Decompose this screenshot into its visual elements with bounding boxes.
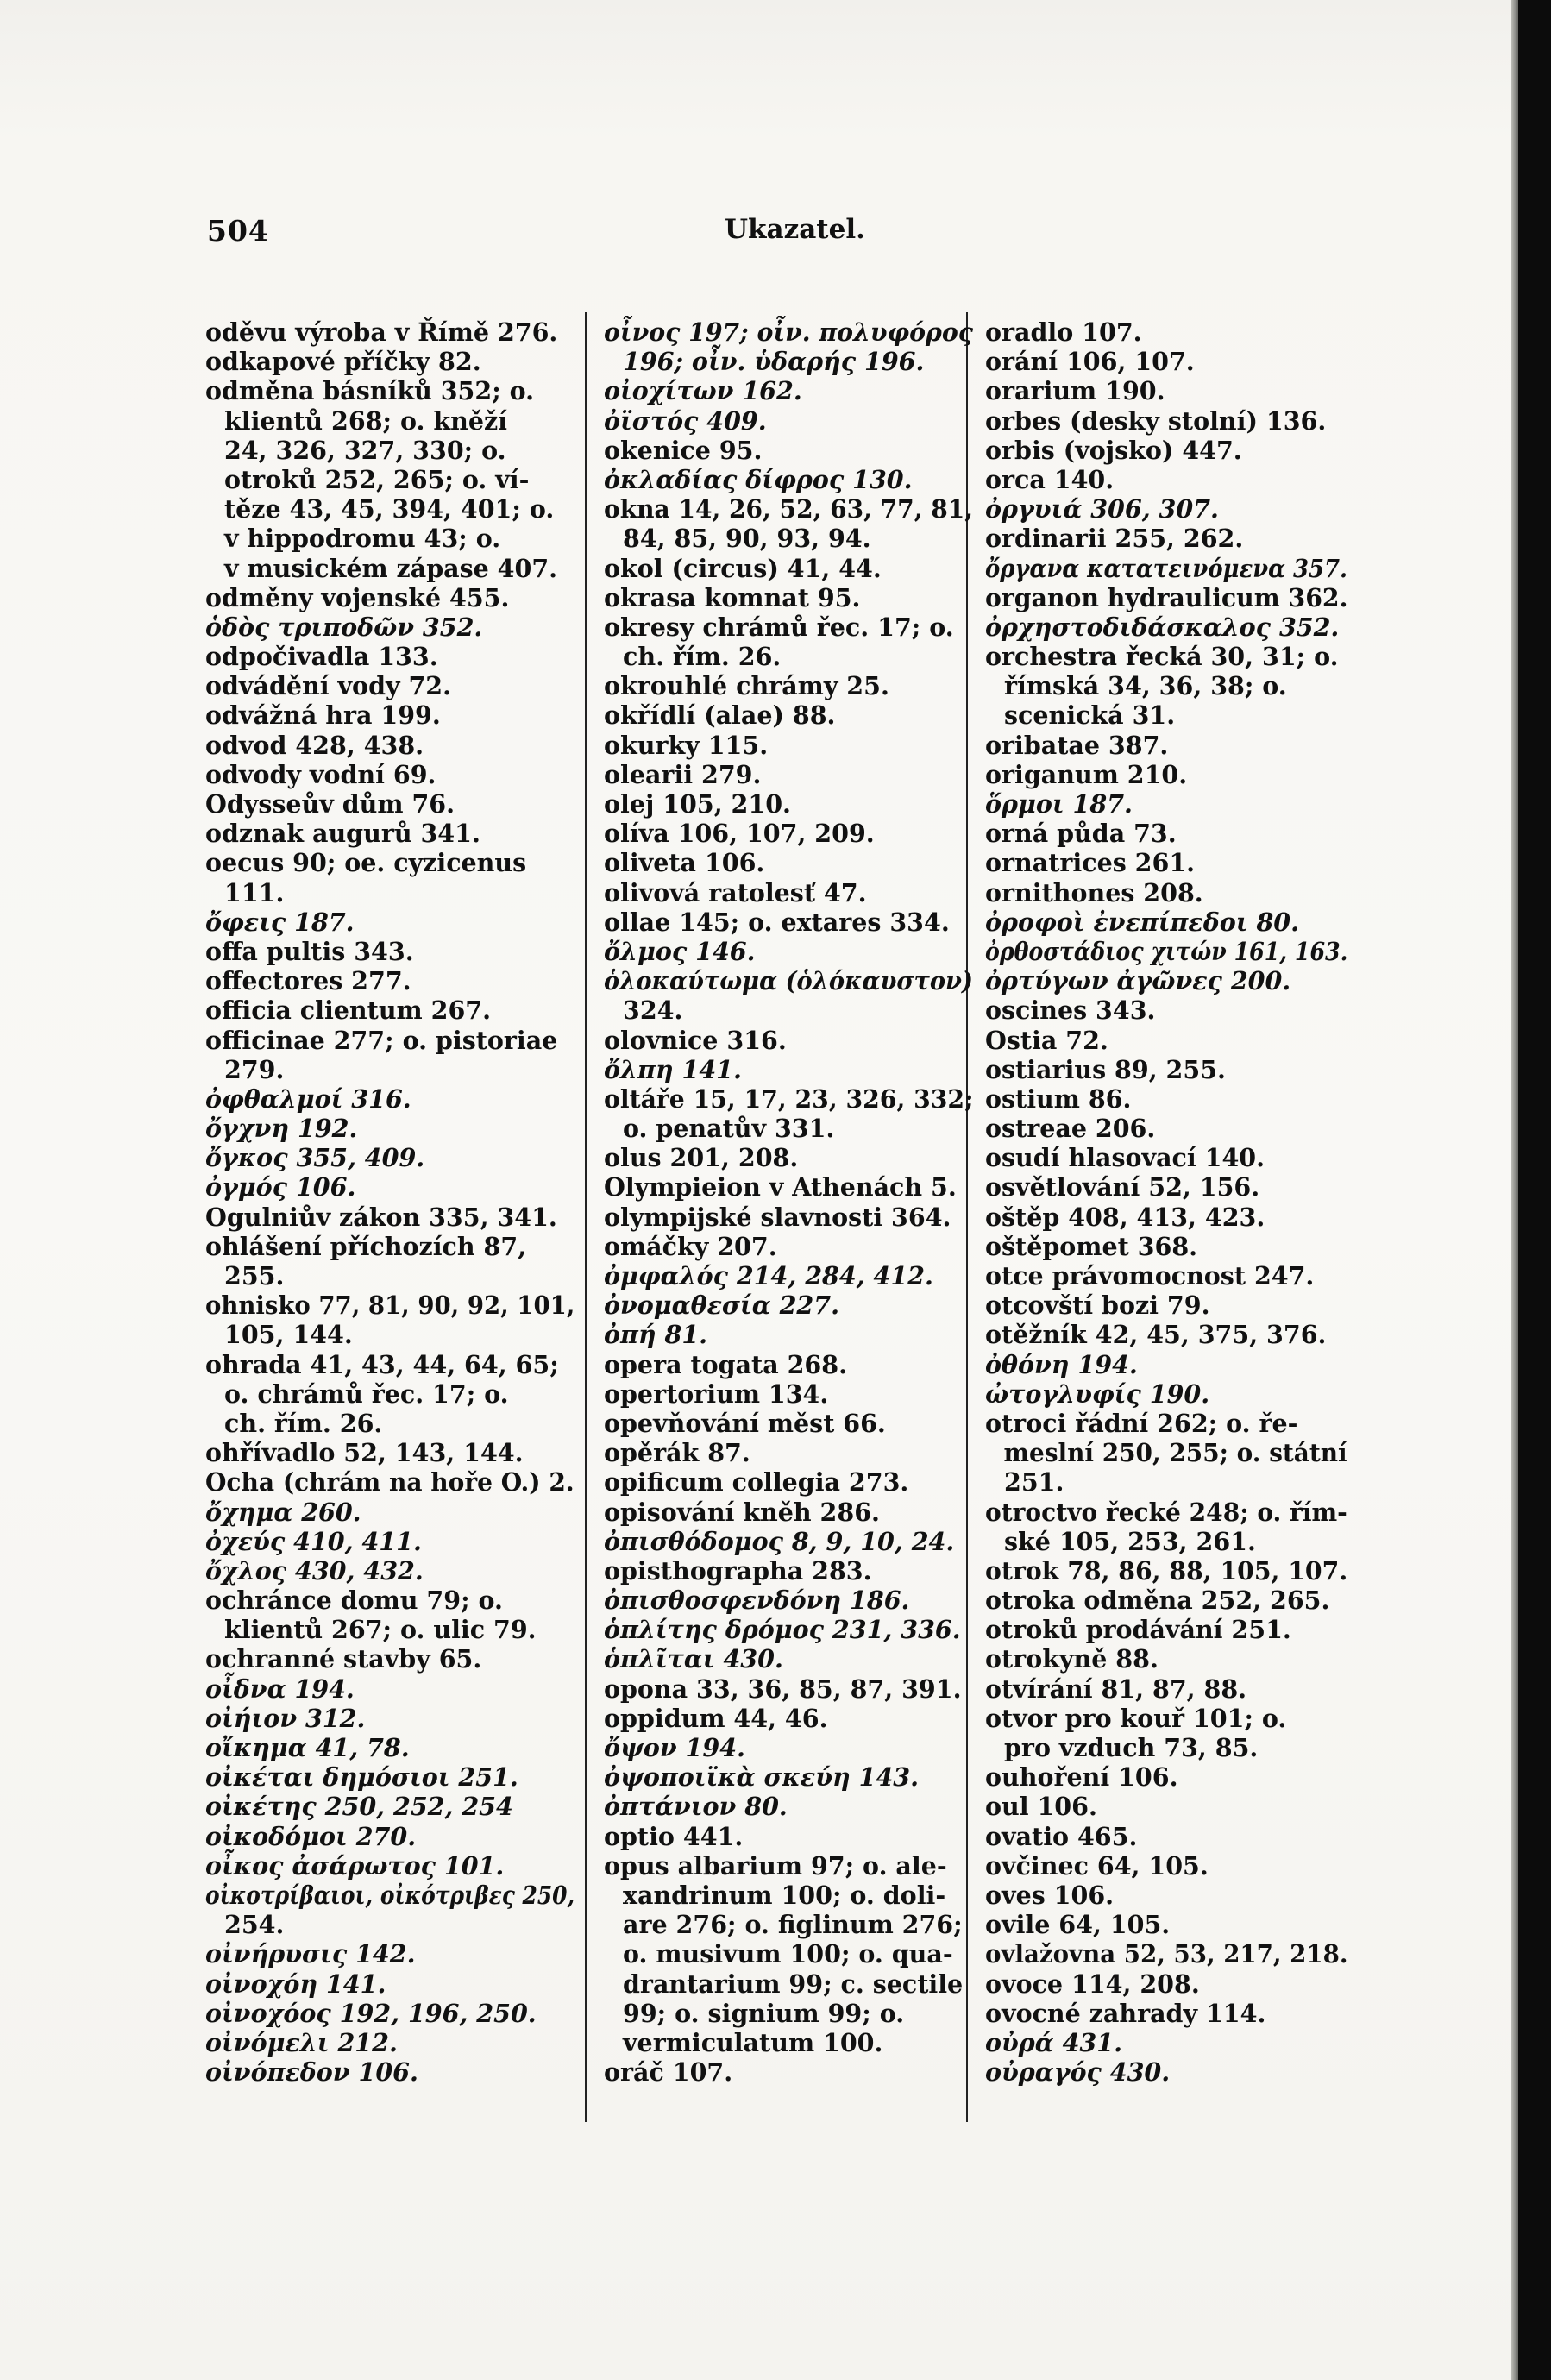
- index-entry: οἰνοχόος 192, 196, 250.: [205, 1998, 537, 2028]
- index-entry: odvod 428, 438.: [205, 730, 424, 760]
- index-entry: odvody vodní 69.: [205, 759, 436, 789]
- index-entry: organon hydraulicum 362.: [985, 582, 1348, 612]
- index-entry: oráč 107.: [604, 2057, 733, 2088]
- index-entry: οἰνήρυσις 142.: [205, 1939, 416, 1969]
- index-entry: ὀμφαλός 214, 284, 412.: [604, 1261, 933, 1290]
- index-entry: olearii 279.: [604, 759, 762, 789]
- index-entry: ὀϊστός 409.: [604, 405, 767, 436]
- index-entry: ochranné stavby 65.: [205, 1644, 482, 1674]
- index-entry: okřídlí (alae) 88.: [604, 700, 836, 731]
- index-entry: ordinarii 255, 262.: [985, 524, 1244, 554]
- index-entry: οἰνόπεδον 106.: [205, 2057, 418, 2088]
- index-entry: oděvu výroba v Římě 276.: [205, 317, 558, 347]
- page-number: 504: [207, 214, 269, 248]
- index-entry: odpočivadla 133.: [205, 642, 438, 672]
- index-entry: okol (circus) 41, 44.: [604, 553, 882, 583]
- index-entry: ὄγκος 355, 409.: [205, 1143, 425, 1173]
- index-entry: okrasa komnat 95.: [604, 582, 861, 612]
- index-entry: orání 106, 107.: [985, 347, 1195, 377]
- index-entry: olíva 106, 107, 209.: [604, 819, 875, 849]
- index-entry: origanum 210.: [985, 759, 1188, 789]
- index-entry: οὐραγός 430.: [985, 2057, 1171, 2088]
- index-entry: orbis (vojsko) 447.: [985, 435, 1242, 465]
- index-entry: ὠτογλυφίς 190.: [985, 1378, 1210, 1409]
- index-entry: ornithones 208.: [985, 877, 1203, 907]
- column-divider: [585, 312, 587, 2122]
- index-entry: ὀπισθόδομος 8, 9, 10, 24.: [604, 1526, 955, 1556]
- index-entry: odvážná hra 199.: [205, 700, 441, 731]
- index-entry: ὀρθοστάδιος χιτών 161, 163.: [985, 936, 1348, 966]
- index-entry: oul 106.: [985, 1792, 1097, 1822]
- index-entry: ovlažovna 52, 53, 217, 218.: [985, 1939, 1348, 1969]
- index-entry: ollae 145; o. extares 334.: [604, 907, 950, 937]
- index-entry: opěrák 87.: [604, 1438, 750, 1468]
- index-entry: ὄχημα 260.: [205, 1497, 361, 1527]
- index-entry: oves 106.: [985, 1880, 1115, 1910]
- index-entry-continuation: těze 43, 45, 394, 401; o.: [224, 494, 555, 524]
- index-entry-continuation: 324.: [623, 995, 683, 1026]
- index-entry: opertorium 134.: [604, 1378, 829, 1409]
- index-entry: ὀνομαθεσία 227.: [604, 1290, 839, 1321]
- index-entry: Ogulniův zákon 335, 341.: [205, 1202, 557, 1232]
- index-entry: olympijské slavnosti 364.: [604, 1202, 951, 1232]
- index-entry: otroci řádní 262; o. ře-: [985, 1408, 1298, 1438]
- page-edge: [1511, 0, 1518, 2380]
- index-entry: otcovští bozi 79.: [985, 1290, 1210, 1321]
- page-shadow: [1518, 0, 1551, 2380]
- index-entry: ὀπισθοσφενδόνη 186.: [604, 1586, 910, 1616]
- index-entry: οἰκοτρίβαιοι, οἰκότριβες 250,: [205, 1880, 575, 1910]
- index-entry: opisthographa 283.: [604, 1555, 872, 1586]
- index-entry: orchestra řecká 30, 31; o.: [985, 642, 1339, 672]
- index-entry: ὀφθαλμοί 316.: [205, 1083, 411, 1114]
- index-entry: ovčinec 64, 105.: [985, 1850, 1209, 1881]
- index-entry: ovatio 465.: [985, 1821, 1138, 1851]
- index-entry: oecus 90; oe. cyzicenus: [205, 848, 527, 878]
- index-entry: ὀροφοὶ ἐνεπίπεδοι 80.: [985, 907, 1300, 937]
- index-entry: οἶκος ἀσάρωτος 101.: [205, 1850, 505, 1881]
- index-entry: orná půda 73.: [985, 819, 1177, 849]
- index-entry-continuation: vermiculatum 100.: [623, 2027, 883, 2057]
- index-entry: offectores 277.: [205, 966, 411, 996]
- index-entry: olej 105, 210.: [604, 789, 791, 819]
- index-entry: orbes (desky stolní) 136.: [985, 405, 1327, 436]
- index-entry-continuation: 84, 85, 90, 93, 94.: [623, 524, 871, 554]
- index-entry: ὄχλος 430, 432.: [205, 1555, 424, 1586]
- index-column-3: [985, 317, 1347, 2087]
- index-entry: οἰκέτης 250, 252, 254: [205, 1792, 513, 1822]
- index-entry-continuation: 196; οἶν. ὑδαρής 196.: [623, 347, 925, 377]
- index-entry: οἰνοχόη 141.: [205, 1969, 386, 1999]
- index-entry: optio 441.: [604, 1821, 744, 1851]
- index-entry-continuation: o. penatův 331.: [623, 1114, 835, 1144]
- index-entry: ὀχεύς 410, 411.: [205, 1526, 422, 1556]
- index-entry-continuation: 254.: [224, 1910, 285, 1940]
- index-entry: Ocha (chrám na hoře O.) 2.: [205, 1467, 575, 1498]
- index-entry-continuation: klientů 267; o. ulic 79.: [224, 1615, 537, 1645]
- index-entry: otroků prodávání 251.: [985, 1615, 1291, 1645]
- index-entry: ὄγχνη 192.: [205, 1114, 358, 1144]
- index-entry-continuation: ské 105, 253, 261.: [1004, 1526, 1256, 1556]
- index-entry: otroctvo řecké 248; o. řím-: [985, 1497, 1347, 1527]
- index-entry: otrokyně 88.: [985, 1644, 1159, 1674]
- index-entry: ὄργανα κατατεινόμενα 357.: [985, 553, 1347, 583]
- index-entry: οἰνόμελι 212.: [205, 2027, 398, 2057]
- index-entry: oscines 343.: [985, 995, 1156, 1026]
- index-entry: οἶδνα 194.: [205, 1674, 355, 1704]
- index-entry: osudí hlasovací 140.: [985, 1143, 1265, 1173]
- index-entry: oštěp 408, 413, 423.: [985, 1202, 1265, 1232]
- index-entry: ovoce 114, 208.: [985, 1969, 1200, 1999]
- index-entry: ὀπή 81.: [604, 1320, 708, 1350]
- index-entry: οὐρά 431.: [985, 2027, 1123, 2057]
- index-entry: ὀκλαδίας δίφρος 130.: [604, 464, 913, 494]
- index-entry-continuation: o. chrámů řec. 17; o.: [224, 1378, 509, 1409]
- index-entry-continuation: 111.: [224, 877, 285, 907]
- index-entry: ὀθόνη 194.: [985, 1349, 1138, 1379]
- index-entry: olovnice 316.: [604, 1025, 787, 1055]
- index-entry: ὄφεις 187.: [205, 907, 355, 937]
- index-entry-continuation: otroků 252, 265; o. ví-: [224, 464, 530, 494]
- index-entry-continuation: o. musivum 100; o. qua-: [623, 1939, 953, 1969]
- index-entry: oribatae 387.: [985, 730, 1169, 760]
- index-entry: ohnisko 77, 81, 90, 92, 101,: [205, 1290, 575, 1321]
- index-entry: ohrada 41, 43, 44, 64, 65;: [205, 1349, 559, 1379]
- index-entry: οἴκημα 41, 78.: [205, 1733, 410, 1762]
- index-entry: οἰκέται δημόσιοι 251.: [205, 1762, 518, 1793]
- index-entry: οἰκοδόμοι 270.: [205, 1821, 417, 1851]
- index-entry: otroka odměna 252, 265.: [985, 1586, 1330, 1616]
- index-entry: ὄλμος 146.: [604, 936, 756, 966]
- page-header: [0, 214, 1518, 257]
- index-entry-continuation: drantarium 99; c. sectile: [623, 1969, 964, 1999]
- index-entry: οἰήιον 312.: [205, 1703, 366, 1733]
- index-entry: omáčky 207.: [604, 1231, 777, 1261]
- index-entry-continuation: 99; o. signium 99; o.: [623, 1998, 905, 2028]
- index-entry: otrok 78, 86, 88, 105, 107.: [985, 1555, 1348, 1586]
- index-entry: okrouhlé chrámy 25.: [604, 671, 889, 701]
- index-entry: odkapové příčky 82.: [205, 347, 481, 377]
- index-entry: ὅρμοι 187.: [985, 789, 1133, 819]
- index-entry-continuation: v hippodromu 43; o.: [224, 524, 501, 554]
- index-entry-continuation: 105, 144.: [224, 1320, 353, 1350]
- index-entry: officia clientum 267.: [205, 995, 492, 1026]
- index-entry: oltáře 15, 17, 23, 326, 332;: [604, 1083, 974, 1114]
- index-entry-continuation: 279.: [224, 1054, 285, 1084]
- index-entry: opevňování měst 66.: [604, 1408, 886, 1438]
- index-entry: ostreae 206.: [985, 1114, 1156, 1144]
- index-entry: olivová ratolesť 47.: [604, 877, 867, 907]
- index-entry: Odysseův dům 76.: [205, 789, 455, 819]
- index-entry: οἰοχίτων 162.: [604, 376, 802, 406]
- index-entry: Olympieion v Athenách 5.: [604, 1172, 957, 1203]
- index-entry-continuation: pro vzduch 73, 85.: [1004, 1733, 1259, 1762]
- index-entry: ὄψον 194.: [604, 1733, 745, 1762]
- index-entry: ὀρχηστοδιδάσκαλος 352.: [985, 612, 1340, 642]
- index-entry-continuation: xandrinum 100; o. doli-: [623, 1880, 946, 1910]
- index-entry-continuation: římská 34, 36, 38; o.: [1004, 671, 1287, 701]
- index-entry: opona 33, 36, 85, 87, 391.: [604, 1674, 962, 1704]
- index-entry-continuation: v musickém zápase 407.: [224, 553, 558, 583]
- index-column-2: [604, 317, 973, 2087]
- index-entry-continuation: klientů 268; o. kněží: [224, 405, 507, 436]
- index-entry: ὀγμός 106.: [205, 1172, 356, 1203]
- index-entry: opisování kněh 286.: [604, 1497, 880, 1527]
- index-entry: opus albarium 97; o. ale-: [604, 1850, 947, 1881]
- index-entry: ὀψοποιϊκὰ σκεύη 143.: [604, 1762, 920, 1793]
- index-entry-continuation: scenická 31.: [1004, 700, 1176, 731]
- index-entry: otvírání 81, 87, 88.: [985, 1674, 1247, 1704]
- index-entry: ὀργυιά 306, 307.: [985, 494, 1219, 524]
- index-entry: ὁπλῖται 430.: [604, 1644, 783, 1674]
- running-head: Ukazatel.: [725, 214, 865, 245]
- index-entry: olus 201, 208.: [604, 1143, 799, 1173]
- index-entry: oliveta 106.: [604, 848, 765, 878]
- index-entry: ornatrices 261.: [985, 848, 1196, 878]
- index-entry: opera togata 268.: [604, 1349, 848, 1379]
- index-entry: okenice 95.: [604, 435, 763, 465]
- index-entry: oštěpomet 368.: [985, 1231, 1198, 1261]
- index-entry: otěžník 42, 45, 375, 376.: [985, 1320, 1327, 1350]
- index-entry-continuation: ch. řím. 26.: [623, 642, 782, 672]
- index-entry: Ostia 72.: [985, 1025, 1108, 1055]
- index-entry: oradlo 107.: [985, 317, 1142, 347]
- index-entry: ὀρτύγων ἀγῶνες 200.: [985, 966, 1291, 996]
- index-entry: offa pultis 343.: [205, 936, 414, 966]
- index-column-1: [205, 317, 575, 2087]
- index-entry: ouhoření 106.: [985, 1762, 1178, 1793]
- index-entry-continuation: are 276; o. figlinum 276;: [623, 1910, 963, 1940]
- index-entry: οἶνος 197; οἶν. πολυφόρος: [604, 317, 973, 347]
- index-entry: ovocné zahrady 114.: [985, 1998, 1266, 2028]
- index-entry: okurky 115.: [604, 730, 769, 760]
- index-entry: odvádění vody 72.: [205, 671, 452, 701]
- index-entry: ostium 86.: [985, 1083, 1132, 1114]
- index-entry: otce právomocnost 247.: [985, 1261, 1315, 1290]
- index-entry-continuation: 24, 326, 327, 330; o.: [224, 435, 506, 465]
- index-entry: ὁδὸς τριποδῶν 352.: [205, 612, 483, 642]
- index-entry: orarium 190.: [985, 376, 1165, 406]
- index-entry: oppidum 44, 46.: [604, 1703, 828, 1733]
- index-entry: odměna básníků 352; o.: [205, 376, 535, 406]
- index-entry: osvětlování 52, 156.: [985, 1172, 1260, 1203]
- index-entry: opificum collegia 273.: [604, 1467, 909, 1498]
- index-entry-continuation: meslní 250, 255; o. státní: [1003, 1438, 1347, 1468]
- index-entry-continuation: ch. řím. 26.: [224, 1408, 383, 1438]
- index-entry: otvor pro kouř 101; o.: [985, 1703, 1287, 1733]
- index-entry: ohřívadlo 52, 143, 144.: [205, 1438, 524, 1468]
- index-entry: ὄλπη 141.: [604, 1054, 742, 1084]
- index-entry: officinae 277; o. pistoriae: [205, 1025, 558, 1055]
- index-entry: orca 140.: [985, 464, 1115, 494]
- index-entry: ὁπλίτης δρόμος 231, 336.: [604, 1615, 961, 1645]
- index-entry: ovile 64, 105.: [985, 1910, 1171, 1940]
- index-entry: ohlášení příchozích 87,: [205, 1231, 527, 1261]
- index-entry: ostiarius 89, 255.: [985, 1054, 1226, 1084]
- index-entry: ochránce domu 79; o.: [205, 1586, 503, 1616]
- index-entry-continuation: 255.: [224, 1261, 285, 1290]
- index-entry: ὀπτάνιον 80.: [604, 1792, 788, 1822]
- index-entry: odznak augurů 341.: [205, 819, 480, 849]
- index-entry: ὁλοκαύτωμα (ὁλόκαυστον): [604, 966, 973, 996]
- index-entry: odměny vojenské 455.: [205, 582, 510, 612]
- index-entry-continuation: 251.: [1004, 1467, 1064, 1498]
- index-entry: okresy chrámů řec. 17; o.: [604, 612, 954, 642]
- index-entry: okna 14, 26, 52, 63, 77, 81,: [604, 494, 974, 524]
